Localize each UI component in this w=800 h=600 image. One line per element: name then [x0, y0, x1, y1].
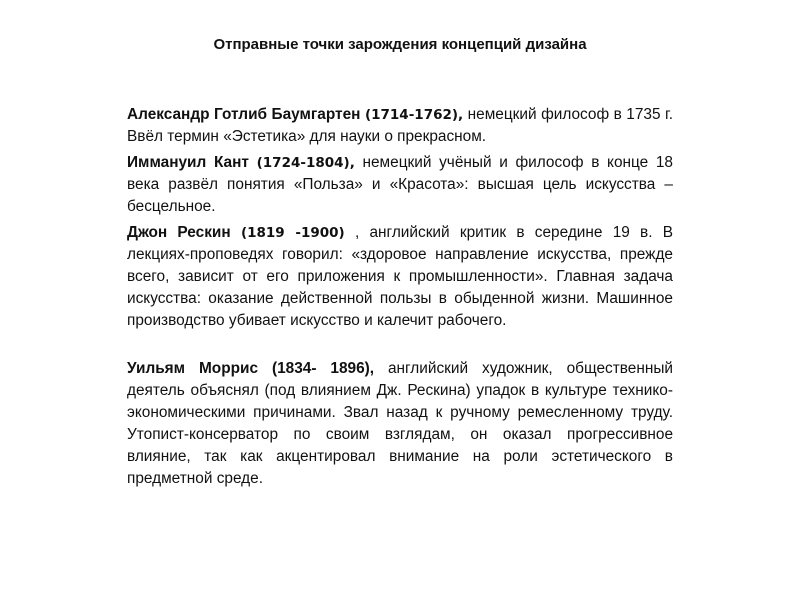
paragraph-text: , английский критик в середине 19 в. В лекциях-проповедях говорил: «здоровое направление искусства, прежде всего, зависит от его приложения к промышленности». Главная задача искусства: оказание действенной пользы в обыденной жизни. Машинное производство убивает искусство и калечит рабочего.: [127, 224, 674, 329]
paragraph-text: английский художник, общественный деятель объяснял (под влиянием Дж. Рескина) упадок в культуре технико-экономическими причинами. Звал назад к ручному ремесленному труду. Утопист-консерватор по своим взглядам, он оказал прогрессивное влияние, так как акцентировал внимание на роли эстетического в предметной среде.: [127, 360, 673, 487]
paragraph-baumgarten: [127, 104, 673, 148]
paragraph-kant: [127, 152, 673, 218]
person-name: Александр Готлиб Баумгартен: [127, 106, 361, 123]
person-dates: (1714-1762),: [364, 107, 464, 123]
paragraph-morris: [127, 358, 673, 490]
paragraph-text: немецкий философ в 1735 г. Ввёл термин «Эстетика» для науки о прекрасном.: [127, 106, 673, 145]
slide-title: Отправные точки зарождения концепций дизайна: [213, 36, 587, 53]
person-name: Уильям Моррис: [127, 360, 259, 377]
person-name: Иммануил Кант: [127, 154, 249, 171]
person-dates: (1819 -1900): [240, 225, 345, 241]
person-name: Джон Рескин: [127, 224, 231, 241]
paragraph-text: немецкий учёный и философ в конце 18 века развёл понятия «Польза» и «Красота»: высшая цель искусства – бесцельное.: [127, 154, 673, 215]
paragraph-ruskin: [127, 222, 673, 332]
person-dates: (1834- 1896),: [271, 360, 375, 377]
slide-content: [127, 104, 673, 490]
person-dates: (1724-1804),: [256, 155, 355, 171]
